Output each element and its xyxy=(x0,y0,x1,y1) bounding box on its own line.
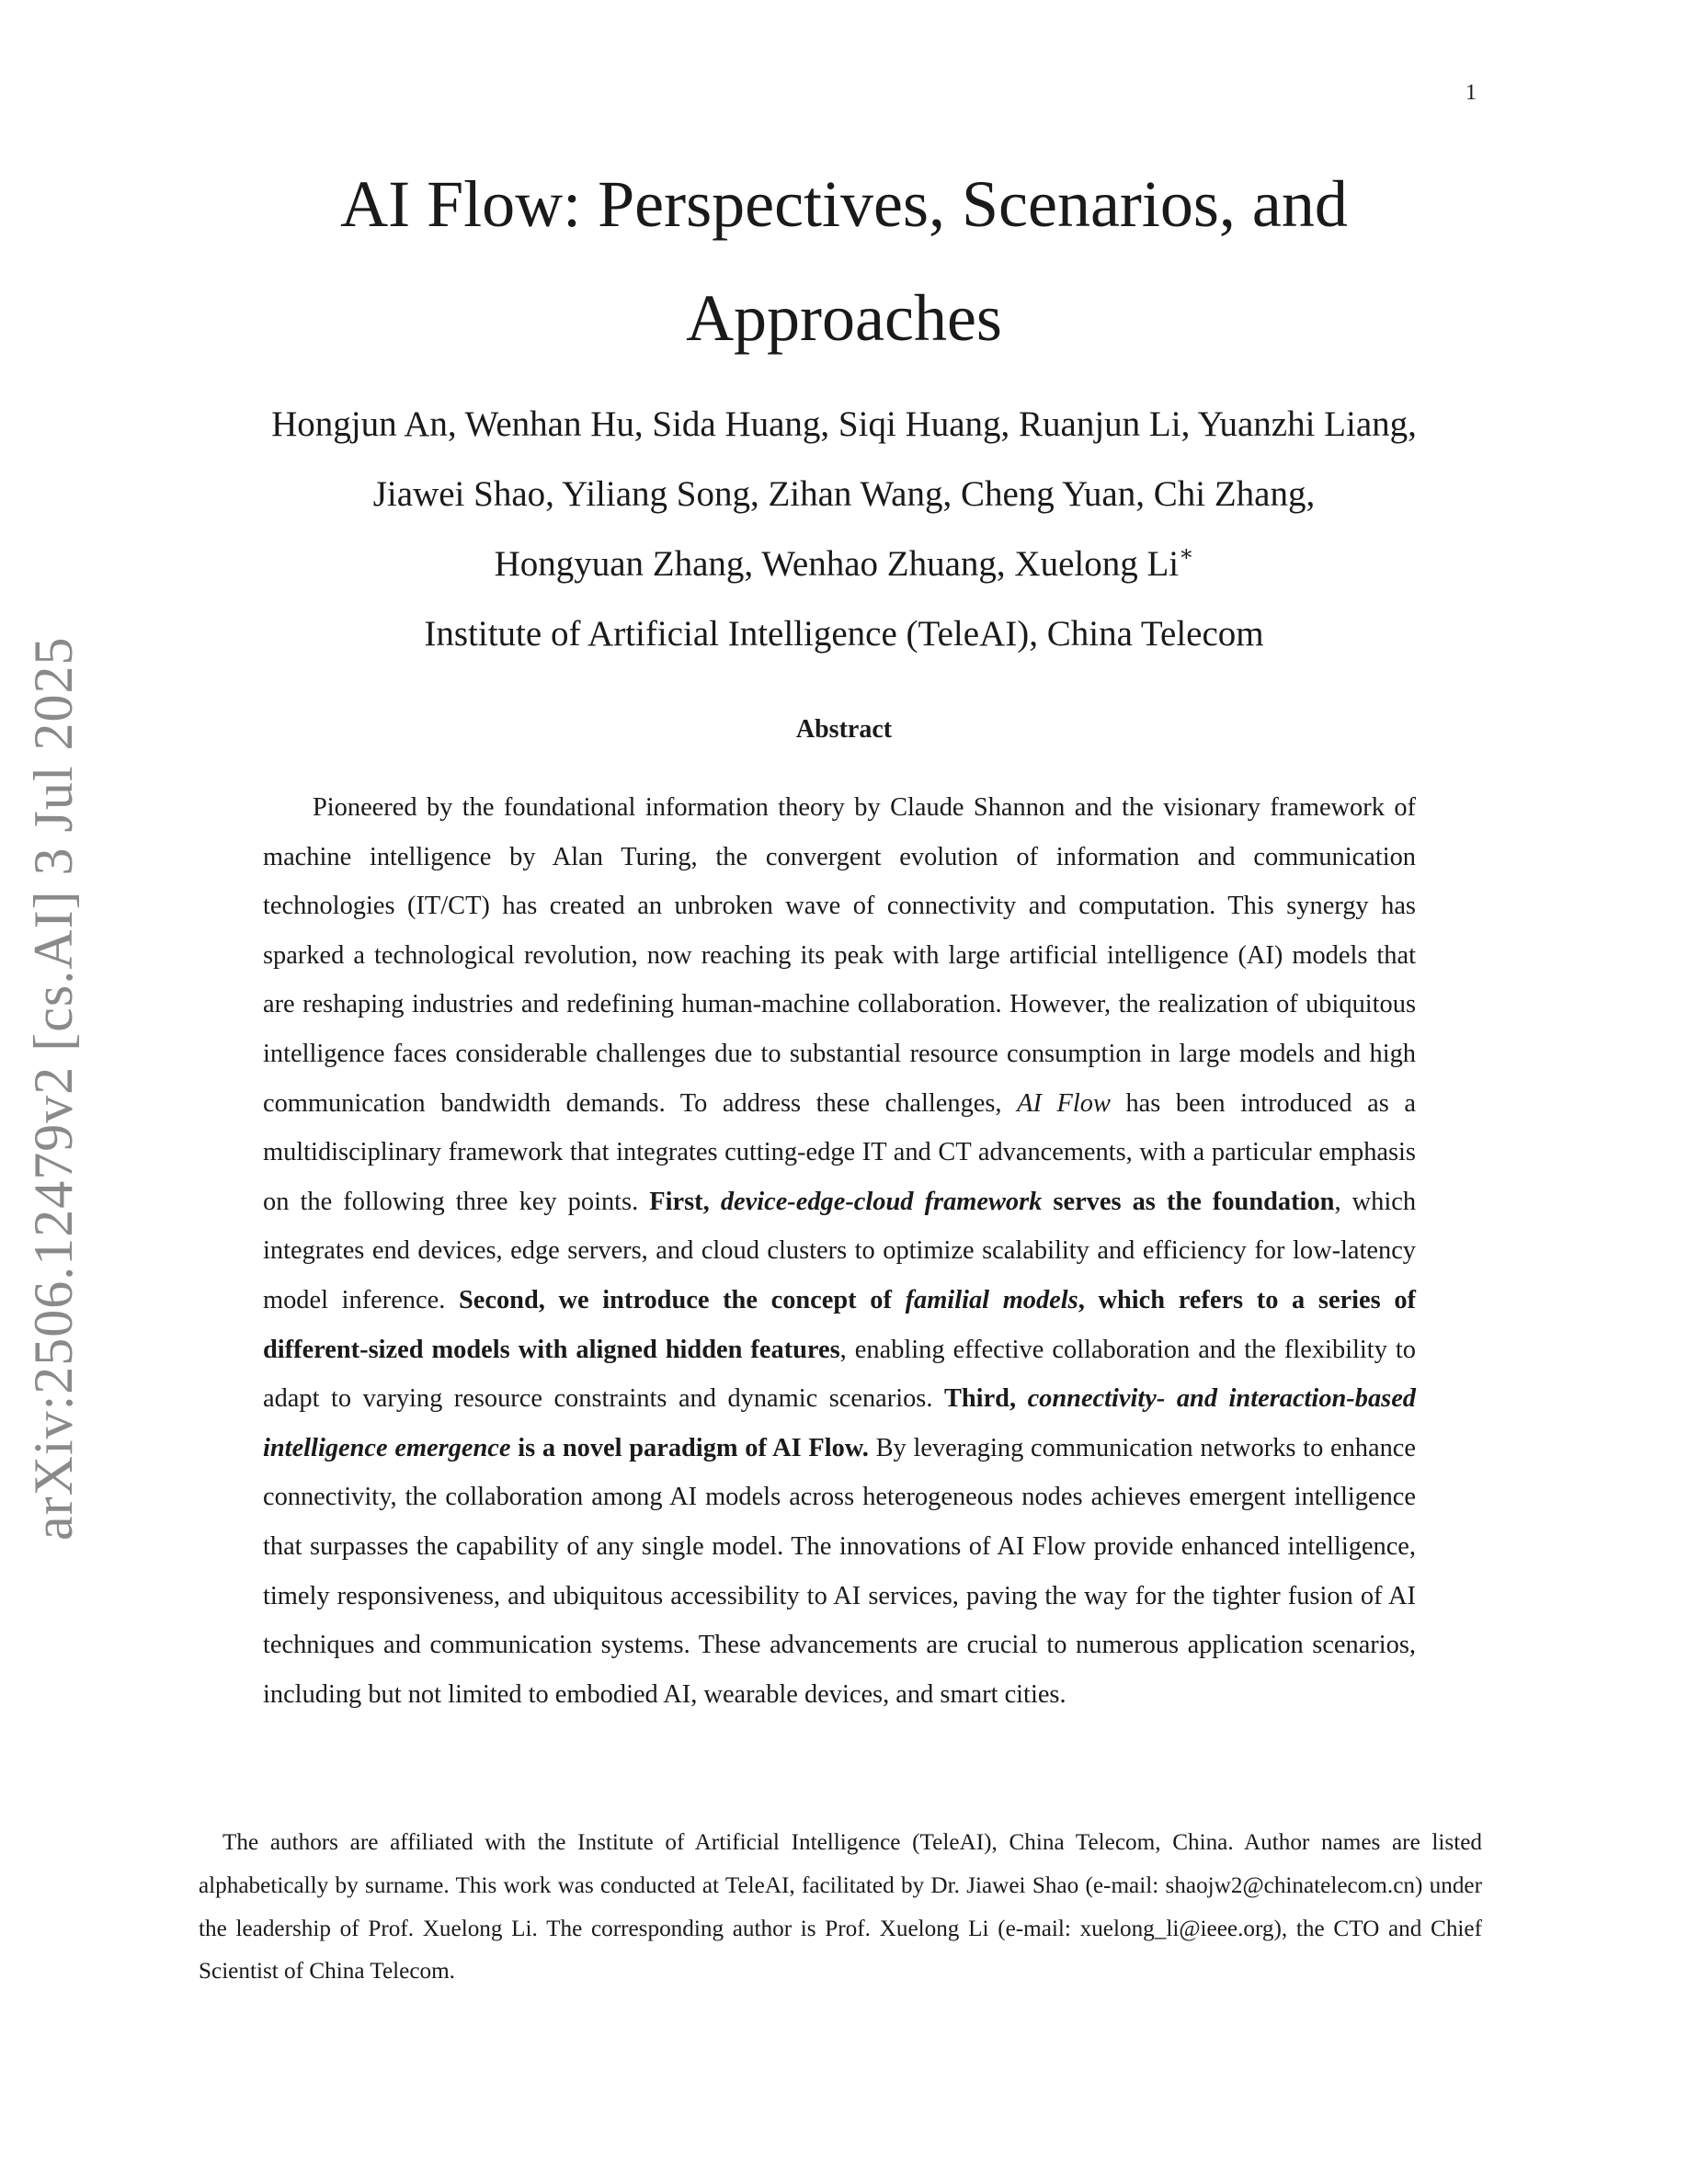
abstract-ai-flow-term: AI Flow xyxy=(1017,1088,1111,1118)
abstract-text-3: , which integrates end devices, edge servers, and cloud clusters to optimize scalability and efficiency for low-latency model inference. xyxy=(263,1187,1417,1314)
abstract-second-rest: , which refers to a series of different-sized models with aligned hidden features xyxy=(263,1285,1416,1364)
corresponding-author-mark: ∗ xyxy=(1179,542,1194,566)
author-block xyxy=(147,390,1541,669)
author-line-2: Jiawei Shao, Yiliang Song, Zihan Wang, Cheng Yuan, Chi Zhang, xyxy=(372,474,1316,514)
abstract-first-label: First, xyxy=(649,1187,721,1216)
abstract-third-term: connectivity- and interaction-based intelligence emergence xyxy=(263,1384,1416,1462)
abstract-second-label: Second, we introduce the concept of xyxy=(458,1285,906,1314)
abstract-text-4: , enabling effective collaboration and the flexibility to adapt to varying resource constraints and dynamic scenarios. xyxy=(263,1335,1416,1414)
abstract-body xyxy=(263,783,1416,1719)
abstract-text-1: Pioneered by the foundational information theory by Claude Shannon and the visionary framework of machine intelligence by Alan Turing, the convergent evolution of information and communication technologies (IT/CT) has created an unbroken wave of connectivity and computation. This synergy has sparked a technological revolution, now reaching its peak with large artificial intelligence (AI) models that are reshaping industries and redefining human-machine collaboration. However, the realization of ubiquitous intelligence faces considerable challenges due to substantial resource consumption in large models and high communication bandwidth demands. To address these challenges, xyxy=(263,793,1416,1118)
author-line-1: Hongjun An, Wenhan Hu, Sida Huang, Siqi Huang, Ruanjun Li, Yuanzhi Liang, xyxy=(271,404,1417,444)
arxiv-side-stamp: arXiv:2506.12479v2 [cs.AI] 3 Jul 2025 xyxy=(23,636,84,1541)
paper-title: AI Flow: Perspectives, Scenarios, and Approaches xyxy=(340,167,1348,355)
abstract-second-term: familial models xyxy=(905,1285,1078,1314)
affiliation-footnote: The authors are affiliated with the Institute of Artificial Intelligence (TeleAI), China Telecom, China. Author names are listed alphabetically by surname. This work was conducted at TeleAI, facilitated by Dr. Jiawei Shao (e-mail: shaojw2@chinatelecom.cn) under the leadership of Prof. Xuelong Li. The corresponding author is Prof. Xuelong Li (e-mail: xuelong_li@ieee.org), the CTO and Chief Scientist of China Telecom. xyxy=(199,1830,1482,1985)
affiliation: Institute of Artificial Intelligence (TeleAI), China Telecom xyxy=(424,614,1264,654)
abstract-third-label: Third, xyxy=(943,1384,1028,1414)
page-number: 1 xyxy=(1466,81,1477,105)
abstract-third-rest: is a novel paradigm of AI Flow. xyxy=(510,1433,869,1462)
abstract-heading: Abstract xyxy=(795,715,893,744)
abstract-text-5: By leveraging communication networks to enhance connectivity, the collaboration among AI models across heterogeneous nodes achieves emergent intelligence that surpasses the capability of any single model. The innovations of AI Flow provide enhanced intelligence, timely responsiveness, and ubiquitous accessibility to AI services, paving the way for the tighter fusion of AI techniques and communication systems. These advancements are crucial to numerous application scenarios, including but not limited to embodied AI, wearable devices, and smart cities. xyxy=(263,1433,1416,1709)
abstract-text-2: has been introduced as a multidisciplinary framework that integrates cutting-edge IT and CT advancements, with a particular emphasis on the following three key points. xyxy=(263,1088,1416,1216)
abstract-first-term: device-edge-cloud framework xyxy=(720,1187,1043,1216)
abstract-first-rest: serves as the foundation xyxy=(1042,1187,1335,1216)
author-line-3-text: Hongyuan Zhang, Wenhao Zhuang, Xuelong Li xyxy=(494,544,1180,584)
author-line-3 xyxy=(147,529,1541,599)
